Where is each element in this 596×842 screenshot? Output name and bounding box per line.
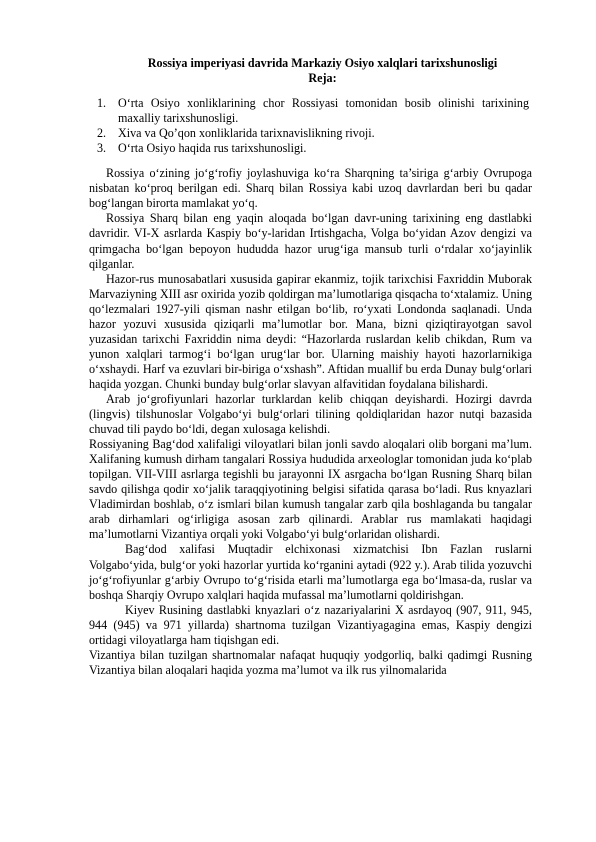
body-paragraph: Kiyev Rusining dastlabki knyazlari o‘z nazariyalarini X asrdayoq (907, 911, 945, 944 (945) va 971 yillarda) shartnoma tuzilgan Vizantiyagagina emas, Kaspiy dengizi ortidagi viloyatlarga ham tiqishgan edi. bbox=[89, 602, 532, 647]
body-paragraph: Arab jo‘grofiyunlari hazorlar turklardan kelib chiqqan deyishardi. Hozirgi davrda (lingvis) tilshunoslar Volgabo‘yi bulg‘orlari tilining qoldiqlaridan hazor nutqi bazasida chuvad tili paydo bo‘ldi, degan xulosaga kelishdi. bbox=[89, 391, 532, 437]
document-page bbox=[89, 56, 532, 678]
plan-item-text: Xiva va Qo’qon xonliklarida tarixnavislikning rivoji. bbox=[118, 126, 375, 141]
plan-item-text: O‘rta Osiyo xonliklarining chor Rossiyasi tomonidan bosib olinishi tarixining maxalliy tarixshunosligi. bbox=[118, 96, 529, 126]
plan-item-text: O‘rta Osiyo haqida rus tarixshunosligi. bbox=[118, 141, 307, 156]
plan-item-number: 2. bbox=[97, 126, 107, 141]
plan-item-number: 3. bbox=[97, 141, 107, 156]
document-title bbox=[89, 56, 532, 86]
body-paragraph: Bag‘dod xalifasi Muqtadir elchixonasi xizmatchisi Ibn Fazlan ruslarni Volgabo‘yida, bulg‘or yoki hazorlar yurtida ko‘rganini aytadi (922 y.). Arab tilida yozuvchi jo‘g‘rofiyunlar g‘arbiy Ovrupo to‘g‘risida etarli ma’lumotlarga ega bo‘lmasa-da, ruslar va boshqa Sharqiy Ovrupo xalqlari haqida mufassal ma’lumotlarni qoldirishgan. bbox=[89, 542, 532, 602]
body-paragraph: Rossiya Sharq bilan eng yaqin aloqada bo‘lgan davr-uning tarixining eng dastlabki davridir. VI-X asrlarda Kaspiy bo‘y-laridan Irtishgacha, Volga bo‘yidan Azov dengizi va qrimgacha bo‘lgan bepoyon hududda hazor urug‘iga mansub turli o‘rdalar xo‘jayinlik qilganlar. bbox=[89, 211, 532, 271]
plan-item-number: 1. bbox=[97, 96, 107, 111]
plan-heading: Reja: bbox=[308, 71, 337, 86]
plan-list bbox=[89, 96, 532, 156]
title-heading: Rossiya imperiyasi davrida Markaziy Osiyo xalqlari tarixshunosligi bbox=[147, 56, 498, 70]
body-paragraph: Hazor-rus munosabatlari xususida gapirar ekanmiz, tojik tarixchisi Faxriddin Muborak Marvaziyning XIII asr oxirida yozib qoldirgan ma’lumotlariga qisqacha to‘xtalamiz. Uning qo‘lezmalari 1927-yili qisman nashr etilgan bo‘lib, ro‘yxati Londonda saqlanadi. Unda hazor yozuvi xususida qiziqarli ma’lumotlar bor. Mana, bizni qiziqtirayotgan savol yuzasidan tarixchi Faxriddin nima deydi: “Hazorlarda ruslardan kelib chikdan, Rum va yunon xalqlari tarmog‘i bo‘lgan urug‘lar bor. Ularning maishiy hayoti hazorlarnikiga o‘xshaydi. Harf va ezuvlari bir-biriga o‘xshash”. Aftidan muallif bu erda Dunay bulg‘orlari haqida yozgan. Chunki bunday bulg‘orlar slavyan alfavitidan foydalana bilishardi. bbox=[89, 271, 532, 391]
body-paragraph: Vizantiya bilan tuzilgan shartnomalar nafaqat huquqiy yodgorliq, balki qadimgi Rusning Vizantiya bilan aloqalari haqida yozma ma’lumot va ilk rus yilnomalarida bbox=[89, 647, 532, 677]
body-paragraph: Rossiya o‘zining jo‘g‘rofiy joylashuviga ko‘ra Sharqning ta’siriga g‘arbiy Ovrupoga nisbatan ko‘proq berilgan edi. Sharq bilan Rossiya kabi uzoq davrlardan beri bu qadar bog‘langan birorta mamlakat yo‘q. bbox=[89, 166, 532, 211]
plan-item bbox=[89, 141, 532, 156]
plan-item bbox=[89, 126, 532, 141]
plan-item bbox=[89, 96, 532, 126]
body-paragraph: Rossiyaning Bag‘dod xalifaligi viloyatlari bilan jonli savdo aloqalari olib borgani ma’lum. Xalifaning kumush dirham tangalari Rossiya hududida arxeologlar tomonidan juda ko‘plab topilgan. VII-VIII asrlarga tegishli bu jarayonni IX asrgacha bo‘lgan Rusning Sharq bilan savdo qilishga qodir xo‘jalik taraqqiyotining belgisi sifatida qarasa bo‘ladi. Rus knyazlari Vladimirdan boshlab, o‘z ismlari bilan kumush tangalar zarb qila boshlaganda bu tangalar arab dirhamlari og‘irligiga asosan zarb qilinardi. Arablar rus mamlakati haqidagi ma’lumotlarni Vizantiya orqali yoki Volgabo‘yi bulg‘orlaridan olishardi. bbox=[89, 437, 532, 542]
